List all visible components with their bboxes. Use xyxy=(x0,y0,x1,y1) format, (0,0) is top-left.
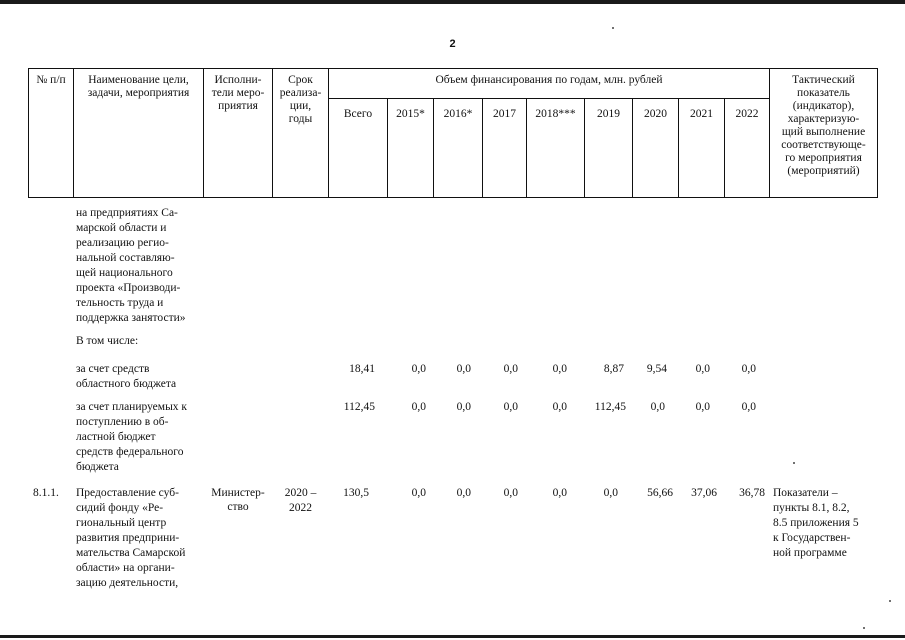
text-line: тельность труда и xyxy=(76,297,164,309)
text-line: на предприятиях Са- xyxy=(76,207,178,219)
text-line: поддержка занятости» xyxy=(76,312,186,324)
value-total: 18,41 xyxy=(349,363,375,375)
value-2021: 0,0 xyxy=(695,363,710,375)
value-2017: 0,0 xyxy=(503,401,518,413)
item-indicator xyxy=(773,486,877,561)
value-2022: 0,0 xyxy=(741,363,756,375)
header-year: 2016* xyxy=(443,108,473,120)
text-line: проекта «Производи- xyxy=(76,282,181,294)
item-executor xyxy=(204,486,272,514)
header-year: 2018*** xyxy=(535,108,576,120)
value-2019: 0,0 xyxy=(603,487,618,499)
row-regional-budget-label xyxy=(76,362,198,392)
row-federal-budget-label xyxy=(76,400,198,475)
text-line: поступлению в об- xyxy=(76,416,169,428)
header-col-number: № п/п xyxy=(36,74,66,86)
value-2020: 56,66 xyxy=(647,487,673,499)
header-year: 2021 xyxy=(690,108,713,120)
text-line: 8.5 приложения 5 xyxy=(773,517,859,529)
header-year: 2019 xyxy=(597,108,620,120)
value-2021: 37,06 xyxy=(691,487,717,499)
scan-speck xyxy=(612,27,614,29)
text-line: областного бюджета xyxy=(76,378,177,390)
page-number: 2 xyxy=(449,38,456,50)
value-total: 130,5 xyxy=(343,487,369,499)
value-2018: 0,0 xyxy=(552,363,567,375)
text-line: бюджета xyxy=(76,461,119,473)
text-line: ной программе xyxy=(773,547,847,559)
text-line: Показатели – xyxy=(773,487,838,499)
header-year: 2020 xyxy=(644,108,667,120)
value-2022: 0,0 xyxy=(741,401,756,413)
value-2016: 0,0 xyxy=(456,487,471,499)
value-2022: 36,78 xyxy=(739,487,765,499)
header-col-term: Срок реализа- ции, годы xyxy=(279,74,322,125)
text-line: 2022 xyxy=(289,502,312,514)
text-line: гиональный центр xyxy=(76,517,167,529)
grid-line xyxy=(28,68,29,198)
item-name xyxy=(76,486,198,591)
text-line: средств федерального xyxy=(76,446,184,458)
value-2017: 0,0 xyxy=(503,487,518,499)
header-col-financing: Объем финансирования по годам, млн. рублей xyxy=(435,74,663,86)
text-line: ластной бюджет xyxy=(76,431,156,443)
text-line: Предоставление суб- xyxy=(76,487,179,499)
text-line: 2020 – xyxy=(284,487,317,499)
value-2018: 0,0 xyxy=(552,401,567,413)
value-2015: 0,0 xyxy=(411,401,426,413)
value-2017: 0,0 xyxy=(503,363,518,375)
text-line: нальной составляю- xyxy=(76,252,175,264)
value-2018: 0,0 xyxy=(552,487,567,499)
text-line: щей национального xyxy=(76,267,173,279)
grid-line xyxy=(328,68,329,198)
scan-speck xyxy=(889,600,891,602)
value-2019: 112,45 xyxy=(594,401,626,413)
value-2015: 0,0 xyxy=(411,487,426,499)
header-year: 2022 xyxy=(735,108,759,120)
text-line: Министер- xyxy=(211,487,265,499)
header-top-border xyxy=(28,68,878,69)
text-line: за счет средств xyxy=(76,363,150,375)
years-divider xyxy=(328,98,769,99)
value-2021: 0,0 xyxy=(695,401,710,413)
value-2020: 9,54 xyxy=(646,363,667,375)
header-col-indicator: Тактический показатель (индикатор), характеризую- щий выполнение соответствующе- го мероприятия (мероприятий) xyxy=(781,74,866,177)
value-2015: 0,0 xyxy=(411,363,426,375)
scan-speck xyxy=(863,627,865,629)
value-2019: 8,87 xyxy=(603,363,624,375)
header-col-executor: Исполни- тели меро- приятия xyxy=(211,74,265,112)
grid-line xyxy=(877,68,878,198)
item-term xyxy=(273,486,328,516)
text-line: марской области и xyxy=(76,222,167,234)
text-line: реализацию регио- xyxy=(76,237,169,249)
value-2016: 0,0 xyxy=(456,401,471,413)
scan-speck xyxy=(793,462,795,464)
header-year: 2015* xyxy=(396,108,425,120)
page-bottom-edge xyxy=(0,635,905,638)
header-year: Всего xyxy=(343,108,373,120)
text-line: зацию деятельности, xyxy=(76,577,179,589)
item-code: 8.1.1. xyxy=(33,487,59,499)
text-line: развития предприни- xyxy=(76,532,180,544)
text-line: мательства Самарской xyxy=(76,547,186,559)
including-label: В том числе: xyxy=(76,335,139,347)
text-line: к Государствен- xyxy=(773,532,851,544)
text-line: ство xyxy=(227,501,249,513)
page-top-edge xyxy=(0,0,905,4)
text-line: области» на органи- xyxy=(76,562,175,574)
text-line: за счет планируемых к xyxy=(76,401,188,413)
text-line: пункты 8.1, 8.2, xyxy=(773,502,850,514)
continuation-text xyxy=(76,206,198,326)
header-bottom-border xyxy=(28,197,878,198)
header-year: 2017 xyxy=(493,108,516,120)
header-col-name: Наименование цели, задачи, мероприятия xyxy=(87,74,190,99)
value-2020: 0,0 xyxy=(650,401,665,413)
text-line: сидий фонду «Ре- xyxy=(76,502,164,514)
value-total: 112,45 xyxy=(343,401,375,413)
value-2016: 0,0 xyxy=(456,363,471,375)
